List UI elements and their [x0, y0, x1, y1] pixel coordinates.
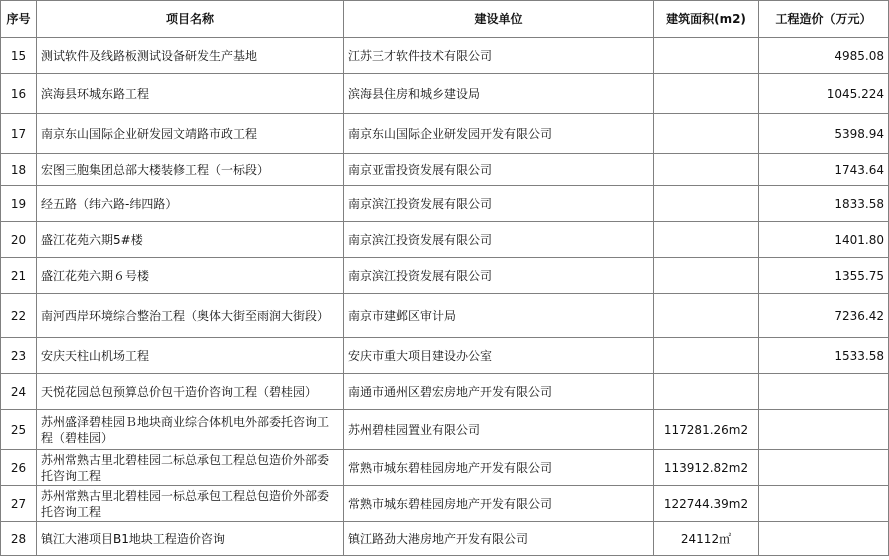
table-row — [1, 114, 889, 154]
row-building-area — [654, 38, 759, 74]
row-building-area: 122744.39m2 — [654, 486, 759, 522]
row-project-cost: 4985.08 — [759, 38, 889, 74]
row-project-name: 苏州常熟古里北碧桂园二标总承包工程总包造价外部委托咨询工程 — [37, 450, 344, 486]
row-project-name: 南京东山国际企业研发园文靖路市政工程 — [37, 114, 344, 154]
row-construction-unit: 镇江路劲大港房地产开发有限公司 — [344, 522, 654, 556]
row-construction-unit: 南京市建邺区审计局 — [344, 294, 654, 338]
row-project-cost: 1401.80 — [759, 222, 889, 258]
table-row — [1, 338, 889, 374]
row-building-area — [654, 74, 759, 114]
row-project-cost — [759, 522, 889, 556]
table-row — [1, 38, 889, 74]
row-no: 27 — [1, 486, 37, 522]
row-no: 25 — [1, 410, 37, 450]
table-row — [1, 486, 889, 522]
table-row — [1, 410, 889, 450]
row-construction-unit: 苏州碧桂园置业有限公司 — [344, 410, 654, 450]
table-row — [1, 258, 889, 294]
row-project-name: 经五路（纬六路-纬四路） — [37, 186, 344, 222]
row-project-cost: 1833.58 — [759, 186, 889, 222]
row-no: 19 — [1, 186, 37, 222]
table-row — [1, 154, 889, 186]
row-construction-unit: 南京亚雷投资发展有限公司 — [344, 154, 654, 186]
row-project-name: 天悦花园总包预算总价包干造价咨询工程（碧桂园） — [37, 374, 344, 410]
row-building-area — [654, 374, 759, 410]
header-building-area: 建筑面积(m2) — [654, 1, 759, 38]
row-construction-unit: 滨海县住房和城乡建设局 — [344, 74, 654, 114]
row-no: 21 — [1, 258, 37, 294]
row-project-name: 南河西岸环境综合整治工程（奥体大街至雨润大街段） — [37, 294, 344, 338]
row-project-name: 镇江大港项目B1地块工程造价咨询 — [37, 522, 344, 556]
header-project-name: 项目名称 — [37, 1, 344, 38]
table-body — [1, 38, 889, 556]
row-project-cost: 1045.224 — [759, 74, 889, 114]
row-project-name: 安庆天柱山机场工程 — [37, 338, 344, 374]
row-project-cost — [759, 410, 889, 450]
row-construction-unit: 常熟市城东碧桂园房地产开发有限公司 — [344, 450, 654, 486]
table-row — [1, 186, 889, 222]
row-no: 20 — [1, 222, 37, 258]
row-no: 22 — [1, 294, 37, 338]
row-construction-unit: 江苏三才软件技术有限公司 — [344, 38, 654, 74]
row-building-area — [654, 294, 759, 338]
row-building-area — [654, 114, 759, 154]
row-project-name: 苏州常熟古里北碧桂园一标总承包工程总包造价外部委托咨询工程 — [37, 486, 344, 522]
row-building-area — [654, 222, 759, 258]
row-project-cost: 1743.64 — [759, 154, 889, 186]
header-row — [1, 1, 889, 38]
row-project-name: 宏图三胞集团总部大楼装修工程（一标段） — [37, 154, 344, 186]
row-no: 26 — [1, 450, 37, 486]
row-building-area — [654, 338, 759, 374]
row-construction-unit: 常熟市城东碧桂园房地产开发有限公司 — [344, 486, 654, 522]
row-project-cost: 1355.75 — [759, 258, 889, 294]
row-construction-unit: 南京东山国际企业研发园开发有限公司 — [344, 114, 654, 154]
row-no: 23 — [1, 338, 37, 374]
row-building-area — [654, 154, 759, 186]
table-row — [1, 374, 889, 410]
table-row — [1, 294, 889, 338]
row-no: 17 — [1, 114, 37, 154]
row-construction-unit: 南京滨江投资发展有限公司 — [344, 186, 654, 222]
row-no: 15 — [1, 38, 37, 74]
row-construction-unit: 南京滨江投资发展有限公司 — [344, 222, 654, 258]
table-row — [1, 522, 889, 556]
row-building-area — [654, 186, 759, 222]
table-row — [1, 222, 889, 258]
table-row — [1, 450, 889, 486]
table-row — [1, 74, 889, 114]
row-project-name: 滨海县环城东路工程 — [37, 74, 344, 114]
row-construction-unit: 安庆市重大项目建设办公室 — [344, 338, 654, 374]
row-no: 24 — [1, 374, 37, 410]
row-project-cost — [759, 374, 889, 410]
header-construction-unit: 建设单位 — [344, 1, 654, 38]
row-project-cost — [759, 486, 889, 522]
row-project-cost: 1533.58 — [759, 338, 889, 374]
row-project-name: 苏州盛泽碧桂园Ｂ地块商业综合体机电外部委托咨询工程（碧桂园） — [37, 410, 344, 450]
header-project-cost: 工程造价（万元） — [759, 1, 889, 38]
row-no: 16 — [1, 74, 37, 114]
row-building-area: 113912.82m2 — [654, 450, 759, 486]
row-project-name: 盛江花苑六期６号楼 — [37, 258, 344, 294]
row-no: 18 — [1, 154, 37, 186]
row-building-area: 24112㎡ — [654, 522, 759, 556]
row-building-area: 117281.26m2 — [654, 410, 759, 450]
row-project-name: 盛江花苑六期5#楼 — [37, 222, 344, 258]
row-construction-unit: 南京滨江投资发展有限公司 — [344, 258, 654, 294]
row-construction-unit: 南通市通州区碧宏房地产开发有限公司 — [344, 374, 654, 410]
header-no: 序号 — [1, 1, 37, 38]
row-no: 28 — [1, 522, 37, 556]
row-building-area — [654, 258, 759, 294]
row-project-name: 测试软件及线路板测试设备研发生产基地 — [37, 38, 344, 74]
row-project-cost: 7236.42 — [759, 294, 889, 338]
row-project-cost — [759, 450, 889, 486]
row-project-cost: 5398.94 — [759, 114, 889, 154]
